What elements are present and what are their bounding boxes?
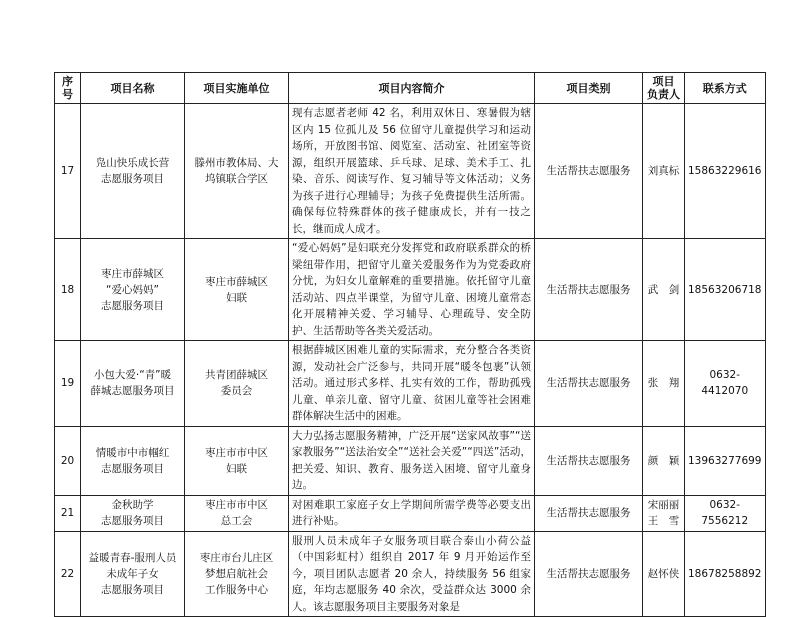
cell-contact: 15863229616	[685, 104, 766, 239]
cell-no: 19	[55, 341, 81, 427]
cell-name-line: 志愿服务项目	[101, 583, 164, 596]
cell-name-line: 志愿服务项目	[101, 515, 164, 527]
header-leader	[643, 73, 685, 104]
cell-leader	[643, 531, 685, 617]
cell-name	[81, 104, 185, 239]
table-row	[55, 426, 766, 495]
cell-unit-line: 共青团薛城区	[205, 369, 268, 382]
cell-category: 生活帮扶志愿服务	[535, 531, 643, 617]
cell-name-line: 益暖青春-服刑人员	[88, 551, 177, 564]
cell-unit	[185, 104, 289, 239]
cell-contact: 18563206718	[685, 239, 766, 341]
cell-contact: 13963277699	[685, 426, 766, 495]
cell-leader-line: 刘真标	[647, 165, 680, 177]
cell-unit-line: 坞镇联合学区	[205, 173, 268, 185]
cell-leader-line: 颜 颖	[647, 454, 680, 467]
header-leader-line: 负责人	[647, 88, 680, 101]
table-row	[55, 239, 766, 341]
cell-leader-line: 赵怀侠	[647, 567, 680, 580]
cell-intro: 现有志愿者老师 42 名，利用双休日、寒暑假为辖区内 15 位孤儿及 56 位留守儿童提供学习和运动场所，开放图书馆、阅览室、活动室、社团室等资源，组织开展篮球、乒乓球、足球、美术手工、扎染、音乐、阅读写作、复习辅导等文体活动；义务为孩子进行心理辅导；为孩子免费提供生活所需。确保每位特殊群体的孩子健康成长，并有一技之长，继而成人成才。	[289, 104, 535, 239]
header-intro: 项目内容简介	[289, 73, 535, 104]
cell-unit-line: 滕州市教体局、大	[194, 157, 279, 169]
header-unit: 项目实施单位	[185, 73, 289, 104]
table-row	[55, 495, 766, 531]
cell-no: 18	[55, 239, 81, 341]
header-row	[55, 73, 766, 104]
table-row	[55, 341, 766, 427]
cell-no: 22	[55, 531, 81, 617]
header-leader-line: 项目	[652, 75, 675, 88]
cell-unit	[185, 341, 289, 427]
header-contact: 联系方式	[685, 73, 766, 104]
cell-name	[81, 239, 185, 341]
cell-unit-line: 总工会	[220, 515, 253, 527]
cell-name-line: “爱心妈妈”	[106, 283, 159, 296]
cell-name-line: 凫山快乐成长营	[95, 157, 170, 169]
cell-name-line: 志愿服务项目	[101, 299, 164, 312]
cell-intro: 根据薛城区困难儿童的实际需求，充分整合各类资源，发动社会广泛参与，共同开展“暖冬包裹”认领活动。通过形式多样、扎实有效的工作，帮助孤残儿童、单亲儿童、留守儿童、贫困儿童等社会困难群体解决生活中的困难。	[289, 341, 535, 427]
cell-intro: “爱心妈妈”是妇联充分发挥党和政府联系群众的桥梁纽带作用，把留守儿童关爱服务作为为党委政府分忧，为妇女儿童解难的重要措施。依托留守儿童活动站、四点半课堂，为留守儿童、困境儿童常态化开展精神关爱、学习辅导、心理疏导、安全防护、生活帮助等各类关爱活动。	[289, 239, 535, 341]
cell-no: 20	[55, 426, 81, 495]
cell-leader-line: 张 翔	[647, 377, 680, 390]
cell-name-line: 薛城志愿服务项目	[90, 385, 175, 398]
cell-leader-line: 王 雪	[647, 515, 680, 527]
cell-leader-line: 宋丽丽	[647, 499, 680, 511]
cell-name	[81, 426, 185, 495]
cell-unit-line: 枣庄市市中区	[205, 446, 268, 459]
cell-contact: 0632-7556212	[685, 495, 766, 531]
cell-leader	[643, 104, 685, 239]
cell-category: 生活帮扶志愿服务	[535, 104, 643, 239]
cell-name-line: 情暖市中市帼红	[95, 446, 170, 459]
cell-unit	[185, 495, 289, 531]
header-category: 项目类别	[535, 73, 643, 104]
cell-name-line: 志愿服务项目	[101, 173, 164, 185]
cell-unit	[185, 239, 289, 341]
cell-no: 21	[55, 495, 81, 531]
cell-category: 生活帮扶志愿服务	[535, 341, 643, 427]
cell-leader	[643, 341, 685, 427]
cell-intro: 大力弘扬志愿服务精神，广泛开展“送家风故事”“送家教服务”“送法治安全”“送社会关爱”“四送”活动，把关爱、知识、教育、服务送入困境、留守儿童身边。	[289, 426, 535, 495]
cell-unit-line: 妇联	[226, 462, 247, 475]
table-row	[55, 104, 766, 239]
cell-name-line: 金秋助学	[111, 499, 154, 511]
cell-category: 生活帮扶志愿服务	[535, 239, 643, 341]
cell-contact: 0632-4412070	[685, 341, 766, 427]
cell-category: 生活帮扶志愿服务	[535, 426, 643, 495]
volunteer-project-table	[54, 72, 766, 617]
cell-intro: 对困难职工家庭子女上学期间所需学费等必要支出进行补贴。	[289, 495, 535, 531]
cell-leader-line: 武 剑	[647, 283, 680, 296]
cell-name-line: 枣庄市薛城区	[101, 267, 164, 280]
cell-name-line: 未成年子女	[106, 567, 159, 580]
cell-unit-line: 梦想启航社会	[205, 567, 268, 580]
cell-category: 生活帮扶志愿服务	[535, 495, 643, 531]
header-name: 项目名称	[81, 73, 185, 104]
cell-unit-line: 妇联	[226, 291, 247, 304]
cell-name	[81, 531, 185, 617]
cell-unit-line: 枣庄市台儿庄区	[199, 551, 274, 564]
cell-leader	[643, 239, 685, 341]
cell-name	[81, 341, 185, 427]
table-row	[55, 531, 766, 617]
cell-intro: 服刑人员未成年子女服务项目联合泰山小荷公益（中国彩虹村）组织自 2017 年 9 月开始运作至今，项目团队志愿者 20 余人，持续服务 56 组家庭，年均志愿服务 40 余次，受益群众达 3000 余人。该志愿服务项目主要服务对象是	[289, 531, 535, 617]
cell-unit-line: 枣庄市薛城区	[205, 275, 268, 288]
cell-unit-line: 枣庄市市中区	[205, 499, 268, 511]
cell-name-line: 小包大爱·“青”暖	[93, 369, 172, 382]
cell-no: 17	[55, 104, 81, 239]
cell-unit-line: 委员会	[220, 385, 253, 398]
cell-leader	[643, 426, 685, 495]
cell-unit-line: 工作服务中心	[205, 583, 268, 596]
cell-leader	[643, 495, 685, 531]
cell-unit	[185, 531, 289, 617]
cell-name	[81, 495, 185, 531]
cell-contact: 18678258892	[685, 531, 766, 617]
cell-unit	[185, 426, 289, 495]
header-no: 序号	[55, 73, 81, 104]
cell-name-line: 志愿服务项目	[101, 462, 164, 475]
